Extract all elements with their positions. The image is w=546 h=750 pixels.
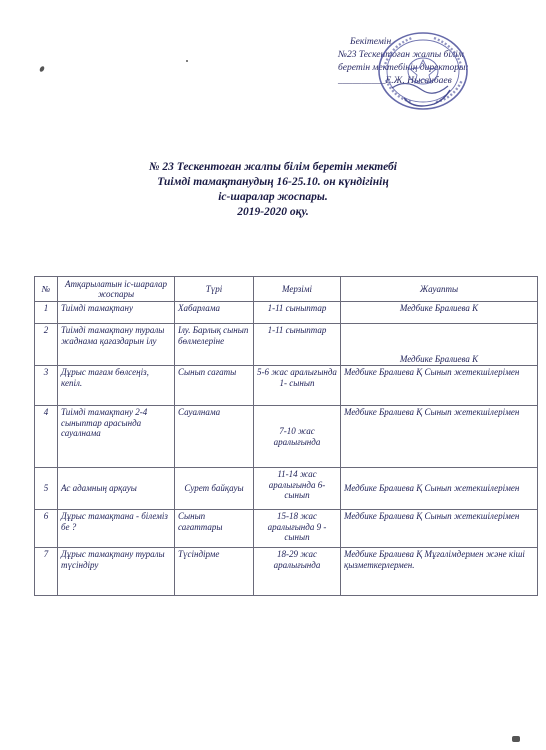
scan-speck [512, 736, 520, 742]
scan-speck [39, 65, 45, 72]
row-num: 6 [35, 510, 58, 548]
table-row [35, 510, 538, 548]
row-event: Тиімді тамақтану 2-4 сыныптар арасында сауалнама [58, 406, 175, 468]
table-row [35, 366, 538, 406]
row-date: 1-11 сыныптар [254, 324, 341, 366]
row-type: Сынып сағаттары [175, 510, 254, 548]
row-responsible: Медбике Бралиева К [341, 302, 538, 324]
table-row [35, 468, 538, 510]
header-num: № [35, 277, 58, 302]
heading-line-2: Тиімді тамақтанудың 16-25.10. он күндігінің [157, 176, 389, 188]
row-responsible: Медбике Бралиева Қ Сынып жетекшілерімен [341, 406, 538, 468]
row-responsible: Медбике Бралиева К [341, 324, 538, 366]
row-event: Тиімді тамақтану [58, 302, 175, 324]
header-responsible: Жауапты [341, 277, 538, 302]
row-type: Сауалнама [175, 406, 254, 468]
table-row [35, 324, 538, 366]
row-responsible: Медбике Бралиева Қ Сынып жетекшілерімен [341, 366, 538, 406]
row-type: Хабарлама [175, 302, 254, 324]
approval-line: №23 Тескентоған жалпы білім [338, 50, 464, 60]
row-event: Дұрыс тағам бөлсеңіз, кепіл. [58, 366, 175, 406]
row-num: 7 [35, 548, 58, 596]
table-row [35, 302, 538, 324]
heading-line-4: 2019-2020 оқу. [237, 206, 309, 218]
header-date: Мерзімі [254, 277, 341, 302]
row-type: Сынып сағаты [175, 366, 254, 406]
approval-line: Бекітемін [350, 37, 392, 47]
heading-line-1: № 23 Тескентоған жалпы білім беретін мектебі [149, 161, 397, 173]
events-table [34, 276, 538, 596]
approval-line: беретін мектебінің директоры: [338, 63, 469, 73]
row-date: 18-29 жас аралығында [254, 548, 341, 596]
row-date: 7-10 жас аралығында [254, 406, 341, 468]
row-event: Тиімді тамақтану туралы жаднама қағаздарын ілу [58, 324, 175, 366]
row-num: 1 [35, 302, 58, 324]
header-type: Түрі [175, 277, 254, 302]
row-type: Түсіндірме [175, 548, 254, 596]
row-responsible: Медбике Бралиева Қ Сынып жетекшілерімен [341, 468, 538, 510]
row-type: Ілу. Барлық сынып бөлмелеріне [175, 324, 254, 366]
official-seal-icon [374, 28, 472, 114]
row-date: 1-11 сыныптар [254, 302, 341, 324]
scan-speck [186, 60, 188, 62]
approval-line: __________Е.Ж. Нысанбаев [338, 76, 452, 86]
row-responsible: Медбике Бралиева Қ Сынып жетекшілерімен [341, 510, 538, 548]
row-num: 3 [35, 366, 58, 406]
document-heading [0, 160, 546, 220]
row-date: 15-18 жас аралығында 9 - сынып [254, 510, 341, 548]
row-num: 4 [35, 406, 58, 468]
row-type: Сурет байқауы [175, 468, 254, 510]
row-event: Ас адамның арқауы [58, 468, 175, 510]
row-num: 5 [35, 468, 58, 510]
table-row [35, 548, 538, 596]
heading-line-3: іс-шаралар жоспары. [218, 191, 328, 203]
table-row [35, 406, 538, 468]
header-event: Атқарылатын іс-шаралар жоспары [58, 277, 175, 302]
row-num: 2 [35, 324, 58, 366]
row-date: 5-6 жас аралығында 1- сынып [254, 366, 341, 406]
row-event: Дұрыс тамақтана - білеміз бе ? [58, 510, 175, 548]
row-responsible: Медбике Бралиева Қ Мұғалімдермен және кіші қызметкерлермен. [341, 548, 538, 596]
table-header-row [35, 277, 538, 302]
row-event: Дұрыс тамақтану туралы түсіндіру [58, 548, 175, 596]
row-date: 11-14 жас аралығында 6- сынып [254, 468, 341, 510]
